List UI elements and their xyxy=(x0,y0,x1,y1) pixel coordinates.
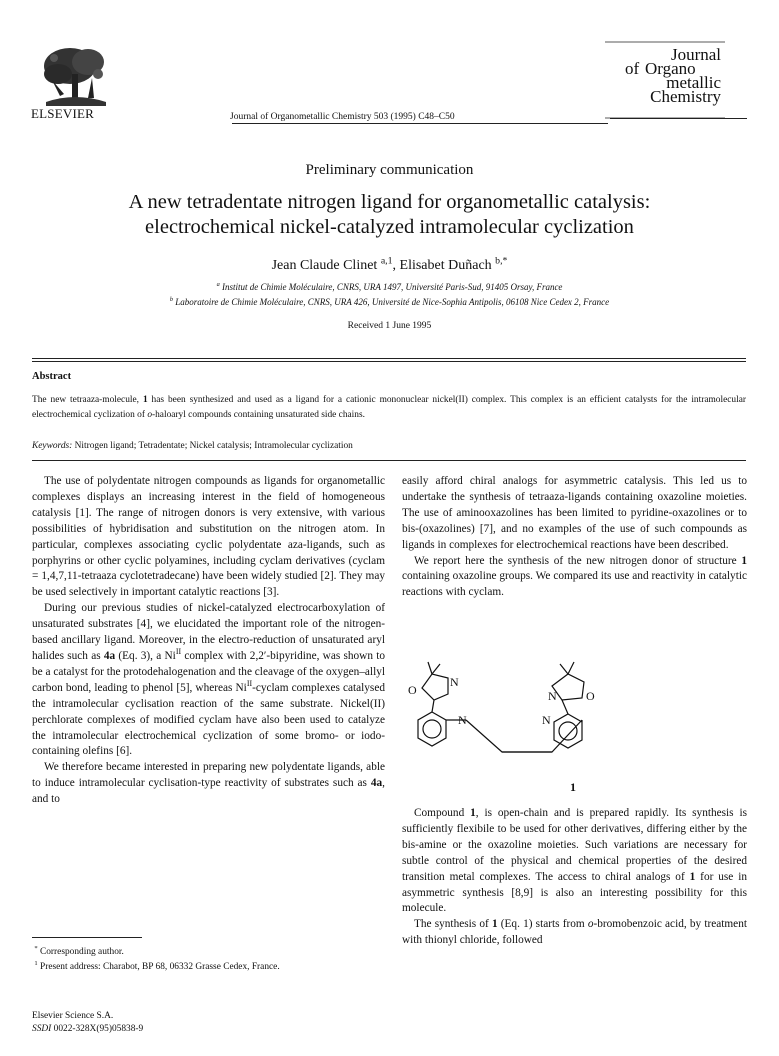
footer-ssdi xyxy=(32,1023,143,1036)
atom-n-left-amine: N xyxy=(458,713,467,727)
affiliation-a-mark: a xyxy=(216,281,220,288)
atom-n-left: N xyxy=(450,675,459,689)
text: Compound xyxy=(414,807,471,819)
abstract-bottom-rule xyxy=(32,460,746,461)
publisher-name: ELSEVIER xyxy=(31,106,94,121)
header-rule xyxy=(232,123,608,124)
footer-publisher: Elsevier Science S.A. xyxy=(32,1011,114,1021)
compound-ref: 1 xyxy=(470,807,476,819)
atom-o-left: O xyxy=(408,683,417,697)
author-2-affiliation: b,* xyxy=(495,255,508,267)
title-line-1: A new tetradentate nitrogen ligand for organometallic catalysis: xyxy=(128,191,651,213)
text: (Eq. 1) starts from xyxy=(497,918,588,931)
footnote-rule xyxy=(32,937,142,938)
author-list: Jean Claude Clinet $^{a,1}$, Elisabet Duñach $^{b,*}$ xyxy=(271,255,508,273)
compound-ref: 1 xyxy=(741,554,747,567)
paragraph: easily afford chiral analogs for asymmetric catalysis. This led us to undertake the synthesis of tetraaza-ligands containing oxazoline moieties. The use of aminooxazolines has been limited to pyridine-oxazolines or to bis-(oxazolines) [7], and no examples of the use of such compounds as ligands in complexes for electrochemical reactions have been described. xyxy=(402,475,747,551)
paragraph: The use of polydentate nitrogen compounds as ligands for organometallic complexes displays an increasing interest in the field of homogeneous catalysis [1]. The range of nitrogen donors is very extensive, with various possibilities of hybridisation and substitution on the nitrogen atom. In particular, complexes associating cyclic polydentate aza-ligands, such as porphyrins or other cyclic polyamines, including cyclam derivatives (cyclam = 1,4,7,11-tetraaza cyclotetradecane) have been widely studied [2]. They may be used selectively in important catalytic reactions [3]. xyxy=(32,475,385,599)
affiliation-a-text: Institut de Chimie Moléculaire, CNRS, URA 1497, Université Paris-Sud, 91405 Orsay, France xyxy=(221,282,563,292)
journal-logo xyxy=(605,38,725,120)
footnote-corresponding xyxy=(32,945,385,960)
keywords-list: Nitrogen ligand; Tetradentate; Nickel catalysis; Intramolecular cyclization xyxy=(74,441,353,451)
paragraph xyxy=(32,760,385,808)
footnote-mark: 1 xyxy=(34,959,38,967)
affiliation-b-mark: b xyxy=(169,296,173,303)
text: We report here the synthesis of the new nitrogen donor of structure xyxy=(414,554,742,567)
body-right-column xyxy=(402,474,747,601)
text: containing oxazoline groups. We compared its use and reactivity in catalytic reactions with cyclam. xyxy=(402,570,747,599)
paragraph xyxy=(402,917,747,949)
compound-ref: 4a xyxy=(103,649,116,662)
publisher-footer xyxy=(32,1010,143,1036)
atom-n-right: N xyxy=(548,689,557,703)
author-1-affiliation: a,1 xyxy=(380,255,393,267)
elsevier-tree-logo xyxy=(40,44,110,108)
body-right-column-lower xyxy=(402,806,747,949)
journal-logo-word-3: Organo xyxy=(645,59,696,78)
footnotes xyxy=(32,945,385,975)
text: , is open-chain and is prepared rapidly. Its synthesis is sufficiently flexibile to be used for other derivatives, differing either by the bis-amine or the oxazoline moieties. Such variations are necessary for subtle control of the physical and chemical properties of the desired transition metal complexes. The access to chiral analogs of xyxy=(402,807,747,883)
paragraph xyxy=(402,554,747,602)
abstract-top-rule xyxy=(32,358,746,359)
abstract-text xyxy=(32,393,746,423)
article-title xyxy=(40,190,739,240)
text: for use in asymmetric synthesis [8,9] is also an interesting possibility for this molecule. xyxy=(402,870,747,915)
compound-1-structure xyxy=(402,660,747,775)
compound-ref: 4a xyxy=(370,777,383,790)
atom-o-right: O xyxy=(586,689,595,703)
text: -cyclam complexes catalysed the intramolecular cyclisation reaction of the same substrate. Nickel(II) perchlorate complexes of modified cyclam have also been used to catalyze the intramolecular electrochemical cyclization of some bromo- or iodo-containing olefins [6]. xyxy=(32,681,385,758)
abstract-text-part: The new tetraaza-molecule, xyxy=(32,395,143,405)
abstract-top-rule-2 xyxy=(32,361,746,362)
received-date: Received 1 June 1995 xyxy=(347,321,432,331)
paragraph xyxy=(32,601,385,760)
keywords-label: Keywords: xyxy=(32,441,73,451)
compound-label: 1 xyxy=(570,780,576,794)
ssdi-code: 0022-328X(95)05838-9 xyxy=(53,1024,144,1034)
text: , and to xyxy=(32,777,385,806)
footnote-present-address xyxy=(32,960,385,975)
author-2: Elisabet Duñach xyxy=(399,258,492,273)
section-label: Preliminary communication xyxy=(305,162,474,178)
header-rule-right xyxy=(610,118,747,119)
affiliation-a xyxy=(40,282,739,292)
journal-logo-word-5: Chemistry xyxy=(650,87,721,106)
abstract-italic: o xyxy=(147,410,152,420)
journal-logo-word-2: of xyxy=(625,59,640,78)
footnote-text: Present address: Charabot, BP 68, 06332 Grasse Cedex, France. xyxy=(39,962,280,972)
journal-logo-word-4: metallic xyxy=(666,73,721,92)
body-left-column xyxy=(32,474,385,808)
journal-citation: Journal of Organometallic Chemistry 503 (1995) C48–C50 xyxy=(230,112,455,122)
compound-ref: 1 xyxy=(142,395,148,405)
title-line-2: electrochemical nickel-catalyzed intramolecular cyclization xyxy=(145,216,634,238)
italic-prefix: o xyxy=(587,918,594,931)
abstract-text-part: has been synthesized and used as a ligand for a cationic mononuclear nickel(II) complex. This complex is an efficient catalysts for the intramolecular electrochemical cyclization of xyxy=(32,395,746,420)
abstract-heading: Abstract xyxy=(32,371,72,382)
journal-logo-word-1: Journal xyxy=(670,45,721,64)
abstract-text-part: -haloaryl compounds containing unsaturated side chains. xyxy=(152,410,365,420)
text: complex with 2,2′-bipyridine, was shown to be a catalyst for the protodehalogenation and the cleavage of the oxygen–allyl carbon bond, leading to phenol [5], whereas Ni xyxy=(32,649,386,694)
text: (Eq. 3), a Ni xyxy=(115,649,176,662)
text: The synthesis of xyxy=(414,918,492,931)
compound-ref: 1 xyxy=(491,918,498,931)
oxidation-state: II xyxy=(175,647,182,657)
keywords xyxy=(32,441,353,451)
oxidation-state: II xyxy=(246,679,253,689)
text: -bromobenzoic acid, by treatment with thionyl chloride, followed xyxy=(402,918,747,947)
text: We therefore became interested in preparing new polydentate ligands, able to induce intramolecular cyclisation-type reactivity of substrates such as xyxy=(32,761,385,790)
text: During our previous studies of nickel-catalyzed electrocarboxylation of unsaturated substrates [4], we elucidated the important role of the nitrogen-based ancillary ligand. Moreover, in the electro-reduction of unsaturated aryl halides such as xyxy=(32,602,385,662)
atom-n-right-amine: N xyxy=(542,713,551,727)
affiliation-b xyxy=(40,297,739,307)
footnote-text: Corresponding author. xyxy=(39,947,124,957)
footnote-mark: * xyxy=(34,944,38,952)
affiliation-b-text: Laboratoire de Chimie Moléculaire, CNRS, URA 426, Université de Nice-Sophia Antipolis, 06108 Nice Cedex 2, France xyxy=(175,297,610,307)
author-1: Jean Claude Clinet xyxy=(271,258,378,273)
ssdi-label: SSDI xyxy=(32,1024,52,1034)
compound-ref: 1 xyxy=(689,870,696,883)
paragraph xyxy=(402,806,747,917)
